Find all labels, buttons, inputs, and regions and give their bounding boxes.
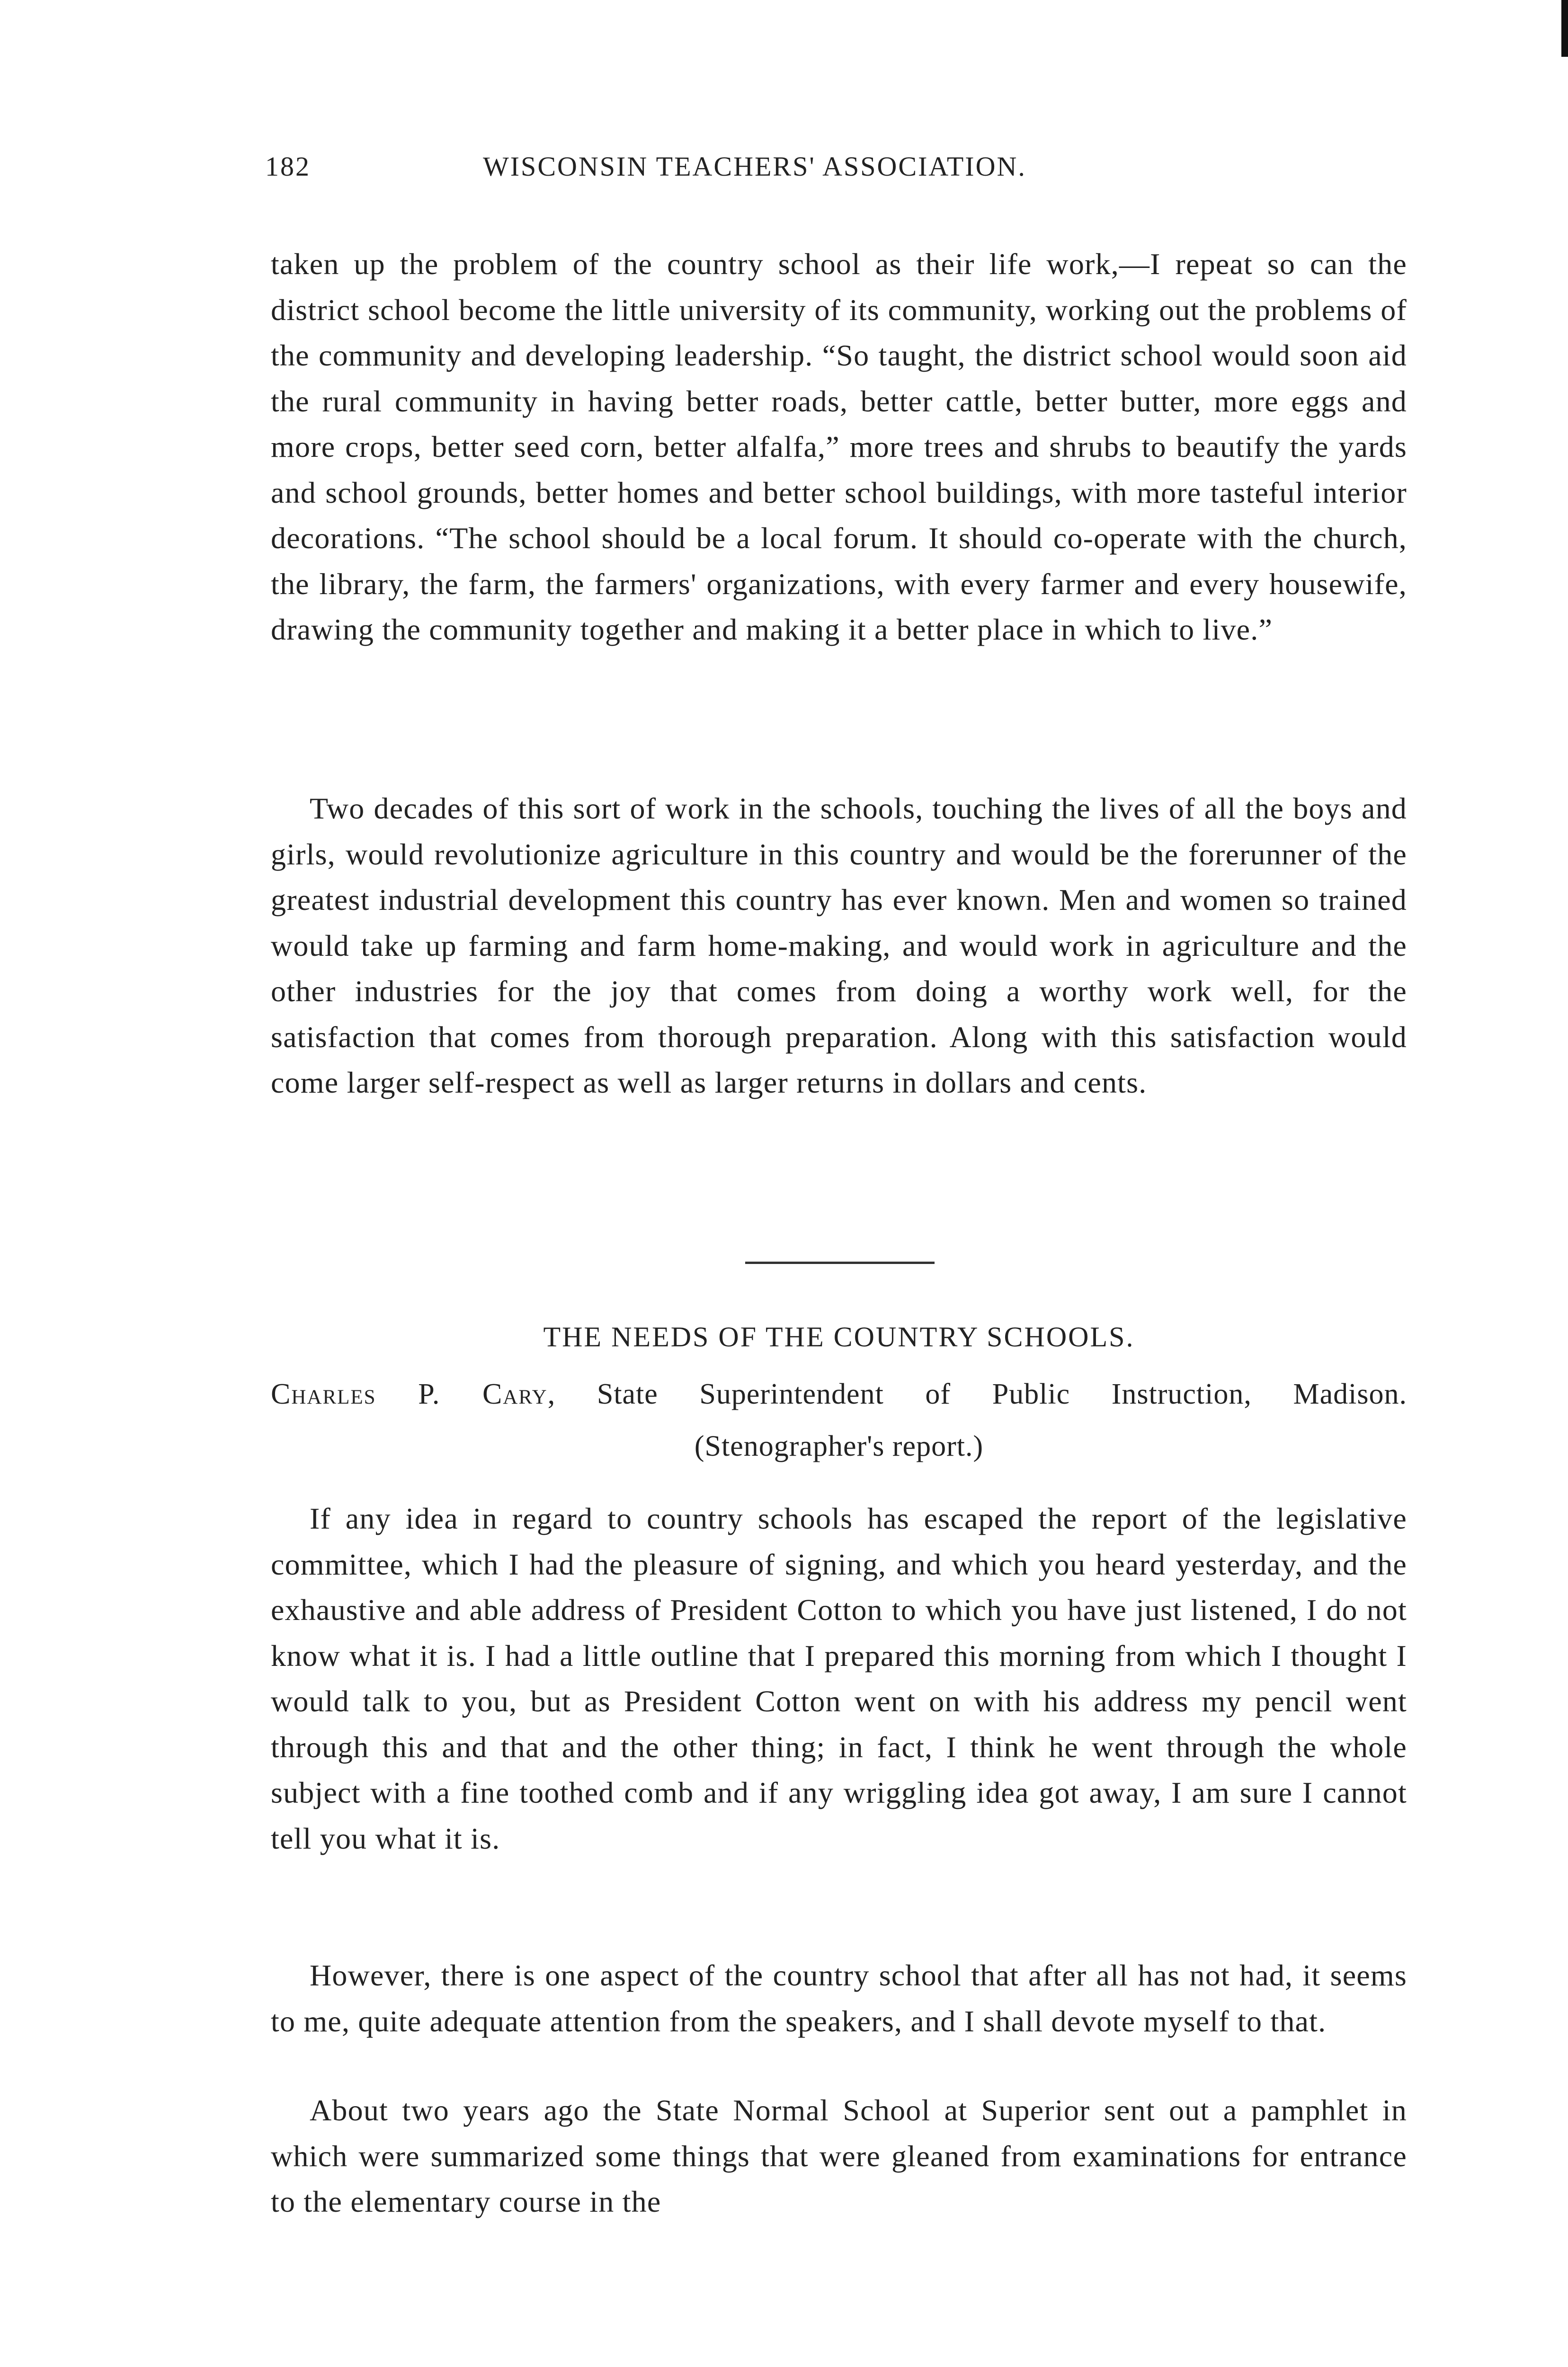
running-title: WISCONSIN TEACHERS' ASSOCIATION. xyxy=(483,151,1026,182)
author-name: Charles P. Cary xyxy=(271,1378,548,1410)
report-note: (Stenographer's report.) xyxy=(694,1430,984,1462)
section-divider-rule xyxy=(745,1262,935,1264)
running-head xyxy=(265,151,1212,193)
paragraph-two-decades: Two decades of this sort of work in the schools, touching the lives of all the boys and girls, would revolutionize agriculture in this country and would be the forerunner of the greatest industrial development this country has ever known. Men and women so trained would take up farming and farm home-making, and would work in agriculture and the other industries for the joy that comes from doing a worthy work well, for the satisfaction that comes from thorough preparation. Along with this satisfaction would come larger self-respect as well as larger returns in dollars and cents. xyxy=(271,792,1407,1099)
scan-edge-mark xyxy=(1561,0,1568,57)
paragraph-normal-school: About two years ago the State Normal School at Superior sent out a pamphlet in which were summarized some things that were gleaned from examinations for entrance to the elementary course in the xyxy=(271,2093,1407,2218)
paragraph-continued: taken up the problem of the country school as their life work,—I repeat so can the district school become the little university of its community, working out the problems of the community and developing leadership. “So taught, the district school would soon aid the rural community in having better roads, better cattle, better butter, more eggs and more crops, better seed corn, better alfalfa,” more trees and shrubs to beautify the yards and school grounds, better homes and better school buildings, with more tasteful interior decorations. “The school should be a local forum. It should co-operate with the church, the library, the farm, the farmers' organizations, with every farmer and every housewife, drawing the community together and making it a better place in which to live.” xyxy=(271,247,1407,646)
page-number: 182 xyxy=(265,151,311,182)
section-title: THE NEEDS OF THE COUNTRY SCHOOLS. xyxy=(543,1321,1135,1353)
paragraph-legislative-committee: If any idea in regard to country schools has escaped the report of the legislative committee, which I had the pleasure of signing, and which you heard yesterday, and the exhaustive and able address of President Cotton to which you have just listened, I do not know what it is. I had a little outline that I prepared this morning from which I thought I would talk to you, but as President Cotton went on with his address my pencil went through this and that and the other thing; in fact, I think he went through the whole subject with a fine toothed comb and if any wriggling idea got away, I am sure I cannot tell you what it is. xyxy=(271,1502,1407,1855)
author-byline xyxy=(271,1378,1407,1411)
author-role: , State Superintendent of Public Instruction, Madison. xyxy=(547,1378,1408,1410)
paragraph-one-aspect: However, there is one aspect of the country school that after all has not had, it seems to me, quite adequate attention from the speakers, and I shall devote myself to that. xyxy=(271,1958,1407,2038)
